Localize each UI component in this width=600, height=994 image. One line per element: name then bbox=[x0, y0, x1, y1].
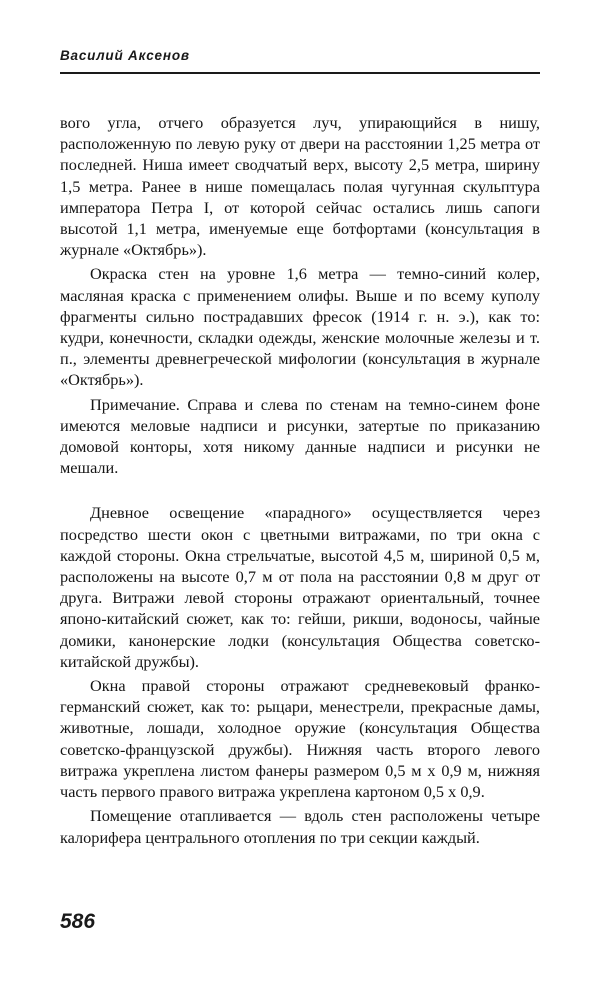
paragraph: Помещение отапливается — вдоль стен расположены четыре калорифера центрального отопления по три секции каждый. bbox=[60, 806, 540, 847]
body-text bbox=[60, 112, 540, 851]
paragraph: Окна правой стороны отражают средневековый франко-германский сюжет, как то: рыцари, менестрели, прекрасные дамы, животные, лошади, холодное оружие (консультация Общества советско-французской дружбы). Нижняя часть второго левого витража укреплена листом фанеры размером 0,5 м х 0,9 м, нижняя часть первого правого витража укреплена картоном 0,5 х 0,9. bbox=[60, 676, 540, 802]
paragraph: вого угла, отчего образуется луч, упирающийся в нишу, расположенную по левую руку от двери на расстоянии 1,25 метра от последней. Ниша имеет сводчатый верх, высоту 2,5 метра, ширину 1,5 метра. Ранее в нише помещалась полая чугунная скульптура императора Петра I, от которой сейчас остались лишь сапоги высотой 1,1 метра, именуемые еще ботфортами (консультация в журнале «Октябрь»). bbox=[60, 113, 540, 260]
header-rule bbox=[60, 72, 540, 74]
paragraph: Окраска стен на уровне 1,6 метра — темно-синий колер, масляная краска с применением олифы. Выше и по всему куполу фрагменты сильно пострадавших фресок (1914 г. н. э.), как то: кудри, конечности, складки одежды, женские молочные железы и т. п., элементы древнегреческой мифологии (консультация в журнале «Октябрь»). bbox=[60, 264, 540, 390]
paragraph: Дневное освещение «парадного» осуществляется через посредство шести окон с цветными витражами, по три окна с каждой стороны. Окна стрельчатые, высотой 4,5 м, шириной 0,5 м, расположены на высоте 0,7 м от пола на расстоянии 0,8 м друг от друга. Витражи левой стороны отражают ориентальный, точнее японо-китайский сюжет, как то: гейши, рикши, водоносы, чайные домики, канонерские лодки (консультация Общества советско-китайской дружбы). bbox=[60, 503, 540, 671]
paragraph: Примечание. Справа и слева по стенам на темно-синем фоне имеются меловые надписи и рисунки, затертые по приказанию домовой конторы, хотя никому данные надписи и рисунки не мешали. bbox=[60, 394, 540, 478]
running-header: Василий Аксенов bbox=[60, 48, 190, 63]
page-number: 586 bbox=[60, 910, 96, 933]
